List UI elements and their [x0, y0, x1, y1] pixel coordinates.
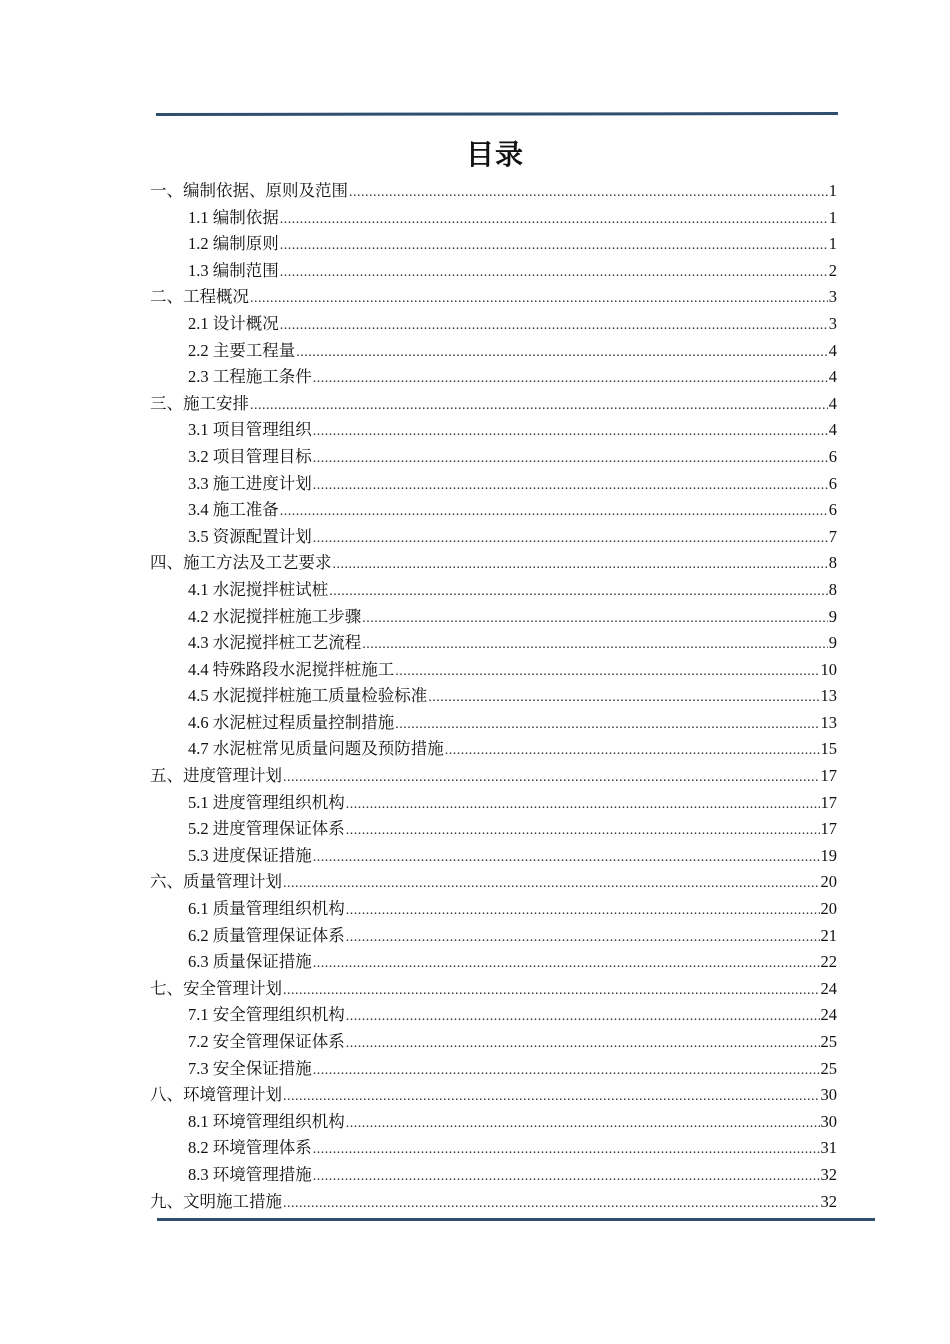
toc-entry-page-number: 21 — [820, 925, 837, 945]
toc-leader-dots — [313, 1164, 820, 1191]
toc-entry-label: 3.3 施工进度计划 — [188, 473, 312, 493]
toc-entry-page-number: 6 — [828, 446, 837, 466]
toc-leader-dots — [313, 845, 820, 872]
toc-entry-label: 4.2 水泥搅拌桩施工步骤 — [188, 606, 362, 626]
toc-entry[interactable] — [150, 1162, 837, 1189]
toc-entry[interactable] — [150, 736, 837, 763]
toc-entry[interactable] — [150, 657, 837, 684]
toc-entry-label: 3.2 项目管理目标 — [188, 446, 312, 466]
toc-entry[interactable] — [150, 790, 837, 817]
toc-entry[interactable] — [150, 710, 837, 737]
toc-entry[interactable] — [150, 816, 837, 843]
toc-entry-page-number: 6 — [828, 500, 837, 520]
toc-entry-page-number: 24 — [820, 978, 837, 998]
toc-entry[interactable] — [150, 949, 837, 976]
toc-entry[interactable] — [150, 763, 837, 790]
toc-entry-page-number: 32 — [820, 1164, 837, 1184]
toc-leader-dots — [313, 526, 828, 553]
toc-entry-page-number: 19 — [820, 845, 837, 865]
toc-entry[interactable] — [150, 364, 837, 391]
toc-entry-label: 五、进度管理计划 — [150, 766, 282, 786]
toc-entry-page-number: 9 — [828, 633, 837, 653]
toc-entry-page-number: 15 — [820, 739, 837, 759]
toc-entry-label: 1.1 编制依据 — [188, 207, 279, 227]
toc-entry-label: 三、施工安排 — [150, 393, 249, 413]
toc-leader-dots — [313, 473, 828, 500]
toc-entry-label: 5.1 进度管理组织机构 — [188, 792, 345, 812]
toc-entry-label: 5.2 进度管理保证体系 — [188, 819, 345, 839]
toc-entry-label: 6.2 质量管理保证体系 — [188, 925, 345, 945]
toc-leader-dots — [313, 1058, 820, 1085]
toc-entry[interactable] — [150, 524, 837, 551]
toc-entry[interactable] — [150, 976, 837, 1003]
toc-leader-dots — [346, 925, 820, 952]
toc-entry-page-number: 17 — [820, 766, 837, 786]
toc-entry-label: 2.2 主要工程量 — [188, 340, 296, 360]
toc-leader-dots — [313, 446, 828, 473]
toc-entry-page-number: 6 — [828, 473, 837, 493]
toc-leader-dots — [395, 712, 819, 739]
toc-entry[interactable] — [150, 497, 837, 524]
toc-entry-page-number: 2 — [828, 260, 837, 280]
toc-entry-label: 8.1 环境管理组织机构 — [188, 1111, 345, 1131]
toc-leader-dots — [280, 233, 828, 260]
toc-entry-label: 8.2 环境管理体系 — [188, 1138, 312, 1158]
toc-entry-label: 六、质量管理计划 — [150, 872, 282, 892]
toc-entry[interactable] — [150, 1109, 837, 1136]
toc-entry[interactable] — [150, 630, 837, 657]
toc-entry-page-number: 25 — [820, 1058, 837, 1078]
toc-leader-dots — [428, 685, 819, 712]
page-title: 目录 — [465, 138, 524, 171]
toc-entry-page-number: 8 — [828, 553, 837, 573]
header-rule — [156, 112, 838, 116]
toc-entry-page-number: 4 — [828, 340, 837, 360]
toc-entry-label: 四、施工方法及工艺要求 — [150, 553, 332, 573]
toc-entry-page-number: 31 — [820, 1138, 837, 1158]
toc-entry-label: 2.1 设计概况 — [188, 313, 279, 333]
toc-leader-dots — [329, 579, 828, 606]
toc-entry[interactable] — [150, 338, 837, 365]
toc-entry-label: 8.3 环境管理措施 — [188, 1164, 312, 1184]
toc-leader-dots — [346, 792, 820, 819]
toc-entry-label: 1.3 编制范围 — [188, 260, 279, 280]
toc-entry-page-number: 17 — [820, 819, 837, 839]
toc-leader-dots — [445, 738, 820, 765]
toc-leader-dots — [362, 632, 828, 659]
toc-entry-page-number: 20 — [820, 872, 837, 892]
toc-entry-page-number: 4 — [828, 420, 837, 440]
toc-leader-dots — [346, 898, 820, 925]
toc-leader-dots — [362, 606, 828, 633]
table-of-contents — [150, 178, 837, 1215]
toc-entry-label: 七、安全管理计划 — [150, 978, 282, 998]
toc-entry-page-number: 8 — [828, 579, 837, 599]
toc-entry-label: 6.3 质量保证措施 — [188, 952, 312, 972]
toc-leader-dots — [346, 1111, 820, 1138]
toc-leader-dots — [283, 1191, 820, 1218]
toc-leader-dots — [313, 366, 828, 393]
toc-entry[interactable] — [150, 258, 837, 285]
toc-leader-dots — [283, 871, 820, 898]
toc-entry-page-number: 25 — [820, 1032, 837, 1051]
toc-entry[interactable] — [150, 205, 837, 232]
toc-entry-label: 九、文明施工措施 — [150, 1191, 282, 1211]
toc-leader-dots — [333, 552, 828, 579]
toc-entry-page-number: 30 — [820, 1085, 837, 1105]
toc-leader-dots — [280, 313, 828, 340]
toc-entry[interactable] — [150, 923, 837, 950]
toc-entry-page-number: 17 — [820, 792, 837, 812]
toc-entry[interactable] — [150, 417, 837, 444]
toc-entry-label: 6.1 质量管理组织机构 — [188, 899, 345, 919]
toc-entry-page-number: 4 — [828, 367, 837, 387]
toc-entry-label: 7.3 安全保证措施 — [188, 1058, 312, 1078]
toc-entry[interactable] — [150, 178, 837, 205]
toc-entry-page-number: 24 — [820, 1005, 837, 1025]
toc-leader-dots — [280, 207, 828, 234]
toc-entry-label: 八、环境管理计划 — [150, 1085, 282, 1105]
toc-entry-page-number: 4 — [828, 393, 837, 413]
toc-entry-label: 7.1 安全管理组织机构 — [188, 1005, 345, 1025]
toc-entry-label: 3.1 项目管理组织 — [188, 420, 312, 440]
toc-entry[interactable] — [150, 471, 837, 498]
toc-leader-dots — [346, 818, 820, 845]
toc-entry-label: 3.5 资源配置计划 — [188, 526, 312, 546]
toc-entry-label: 4.7 水泥桩常见质量问题及预防措施 — [188, 739, 444, 759]
toc-entry-page-number: 20 — [820, 899, 837, 919]
toc-leader-dots — [313, 419, 828, 446]
toc-leader-dots — [346, 1004, 820, 1031]
toc-entry-page-number: 10 — [820, 659, 837, 679]
toc-entry[interactable] — [150, 1029, 837, 1056]
toc-entry[interactable] — [150, 444, 837, 471]
toc-entry[interactable] — [150, 1135, 837, 1162]
toc-entry-page-number: 1 — [828, 181, 837, 200]
toc-entry[interactable] — [150, 896, 837, 923]
toc-entry-label: 4.1 水泥搅拌桩试桩 — [188, 579, 329, 599]
toc-entry-page-number: 32 — [820, 1191, 837, 1211]
toc-entry-page-number: 3 — [828, 287, 837, 307]
toc-entry[interactable] — [150, 231, 837, 258]
toc-entry-page-number: 1 — [828, 207, 837, 227]
toc-entry-page-number: 7 — [828, 526, 837, 546]
toc-entry-page-number: 13 — [820, 686, 837, 706]
toc-entry[interactable] — [150, 391, 837, 418]
toc-entry[interactable] — [150, 284, 837, 311]
footer-rule — [157, 1218, 875, 1221]
toc-entry[interactable] — [150, 1082, 837, 1109]
toc-leader-dots — [283, 978, 820, 1005]
toc-entry-page-number: 1 — [828, 234, 837, 254]
toc-entry-label: 3.4 施工准备 — [188, 500, 279, 520]
toc-entry[interactable] — [150, 311, 837, 338]
toc-leader-dots — [280, 260, 828, 287]
toc-entry-label: 二、工程概况 — [150, 287, 249, 307]
toc-entry[interactable] — [150, 1002, 837, 1029]
toc-leader-dots — [349, 180, 828, 207]
toc-entry-page-number: 13 — [820, 712, 837, 732]
toc-leader-dots — [250, 393, 828, 420]
toc-entry[interactable] — [150, 577, 837, 604]
toc-entry-page-number: 22 — [820, 952, 837, 972]
toc-leader-dots — [313, 951, 820, 978]
toc-entry-page-number: 30 — [820, 1111, 837, 1131]
toc-entry-page-number: 3 — [828, 313, 837, 333]
toc-entry-label: 4.5 水泥搅拌桩施工质量检验标准 — [188, 686, 428, 706]
toc-leader-dots — [296, 340, 828, 367]
toc-entry[interactable] — [150, 843, 837, 870]
toc-entry-label: 4.6 水泥桩过程质量控制措施 — [188, 712, 395, 732]
toc-leader-dots — [395, 659, 819, 686]
toc-entry-page-number: 9 — [828, 606, 837, 626]
toc-entry-label: 4.4 特殊路段水泥搅拌桩施工 — [188, 659, 395, 679]
toc-leader-dots — [280, 499, 828, 526]
toc-leader-dots — [313, 1137, 820, 1164]
toc-entry-label: 一、编制依据、原则及范围 — [150, 181, 348, 200]
toc-leader-dots — [283, 1084, 820, 1111]
toc-entry-label: 4.3 水泥搅拌桩工艺流程 — [188, 633, 362, 653]
toc-entry[interactable] — [150, 1189, 837, 1216]
toc-entry-label: 7.2 安全管理保证体系 — [188, 1032, 345, 1051]
toc-entry-label: 2.3 工程施工条件 — [188, 367, 312, 387]
toc-entry-label: 1.2 编制原则 — [188, 234, 279, 254]
toc-leader-dots — [283, 765, 820, 792]
toc-entry-label: 5.3 进度保证措施 — [188, 845, 312, 865]
toc-leader-dots — [346, 1031, 820, 1058]
toc-entry[interactable] — [150, 869, 837, 896]
toc-leader-dots — [250, 286, 828, 313]
toc-entry[interactable] — [150, 550, 837, 577]
toc-entry[interactable] — [150, 683, 837, 710]
toc-entry[interactable] — [150, 604, 837, 631]
toc-entry[interactable] — [150, 1056, 837, 1083]
